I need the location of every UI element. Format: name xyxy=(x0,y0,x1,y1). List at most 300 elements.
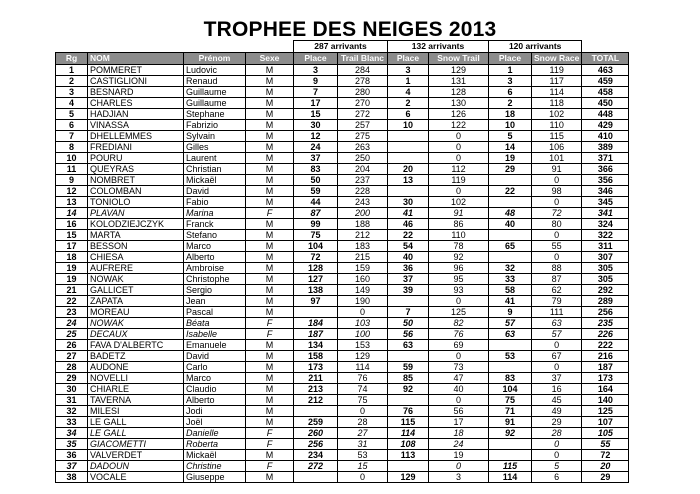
cell-first-name: Jodi xyxy=(184,406,246,417)
cell-sex: M xyxy=(246,307,294,318)
cell-last-name: DECAUX xyxy=(88,329,184,340)
cell-rank: 19 xyxy=(56,274,88,285)
cell-total: 226 xyxy=(582,329,629,340)
cell-total: 341 xyxy=(582,208,629,219)
cell-sex: M xyxy=(246,274,294,285)
cell-points-snow-trail: 91 xyxy=(429,208,489,219)
cell-points-snow-race: 119 xyxy=(532,65,582,76)
col-header-trail-blanc: Trail Blanc xyxy=(338,53,388,65)
cell-rank: 10 xyxy=(56,153,88,164)
cell-points-snow-race: 16 xyxy=(532,384,582,395)
page-title: TROPHEE DES NEIGES 2013 xyxy=(203,18,497,41)
cell-place-snow-trail: 59 xyxy=(388,362,429,373)
cell-place-snow-race xyxy=(489,230,532,241)
cell-total: 307 xyxy=(582,252,629,263)
cell-place-snow-trail xyxy=(388,395,429,406)
cell-place-trail-blanc: 15 xyxy=(294,109,338,120)
cell-sex: M xyxy=(246,197,294,208)
cell-place-snow-race xyxy=(489,439,532,450)
cell-place-snow-race: 48 xyxy=(489,208,532,219)
cell-last-name: MILESI xyxy=(88,406,184,417)
table-row xyxy=(56,120,629,131)
cell-rank: 27 xyxy=(56,351,88,362)
cell-place-snow-trail: 10 xyxy=(388,120,429,131)
cell-rank: 24 xyxy=(56,318,88,329)
cell-place-snow-race: 22 xyxy=(489,186,532,197)
cell-place-snow-race: 32 xyxy=(489,263,532,274)
cell-points-snow-trail: 0 xyxy=(429,461,489,472)
cell-last-name: GIACOMETTI xyxy=(88,439,184,450)
cell-points-snow-race: 106 xyxy=(532,142,582,153)
cell-place-snow-race xyxy=(489,197,532,208)
cell-rank: 33 xyxy=(56,417,88,428)
cell-rank: 12 xyxy=(56,186,88,197)
cell-place-snow-race: 58 xyxy=(489,285,532,296)
cell-first-name: Franck xyxy=(184,219,246,230)
cell-total: 459 xyxy=(582,76,629,87)
cell-place-trail-blanc: 184 xyxy=(294,318,338,329)
cell-place-trail-blanc: 259 xyxy=(294,417,338,428)
cell-first-name: Ambroise xyxy=(184,263,246,274)
cell-points-snow-race: 63 xyxy=(532,318,582,329)
cell-place-trail-blanc: 272 xyxy=(294,461,338,472)
cell-sex: M xyxy=(246,296,294,307)
cell-place-trail-blanc: 24 xyxy=(294,142,338,153)
cell-first-name: Jean xyxy=(184,296,246,307)
cell-place-snow-race: 10 xyxy=(489,120,532,131)
cell-points-snow-trail: 95 xyxy=(429,274,489,285)
cell-first-name: Fabio xyxy=(184,197,246,208)
cell-place-trail-blanc: 44 xyxy=(294,197,338,208)
cell-points-snow-trail: 73 xyxy=(429,362,489,373)
cell-place-snow-trail: 129 xyxy=(388,472,429,483)
cell-place-snow-race: 40 xyxy=(489,219,532,230)
cell-total: 256 xyxy=(582,307,629,318)
cell-points-snow-trail: 110 xyxy=(429,230,489,241)
cell-place-snow-trail: 6 xyxy=(388,109,429,120)
cell-last-name: AUFRERE xyxy=(88,263,184,274)
cell-place-snow-race: 83 xyxy=(489,373,532,384)
cell-first-name: Alberto xyxy=(184,395,246,406)
cell-points-snow-trail: 126 xyxy=(429,109,489,120)
cell-sex: M xyxy=(246,263,294,274)
cell-points-snow-race: 111 xyxy=(532,307,582,318)
table-row xyxy=(56,417,629,428)
cell-place-snow-race: 19 xyxy=(489,153,532,164)
cell-points-snow-trail: 93 xyxy=(429,285,489,296)
cell-points-trail-blanc: 263 xyxy=(338,142,388,153)
cell-rank: 34 xyxy=(56,428,88,439)
cell-place-trail-blanc: 211 xyxy=(294,373,338,384)
table-row xyxy=(56,296,629,307)
cell-points-snow-race: 101 xyxy=(532,153,582,164)
cell-sex: M xyxy=(246,76,294,87)
cell-rank: 22 xyxy=(56,296,88,307)
cell-last-name: TAVERNA xyxy=(88,395,184,406)
cell-rank: 13 xyxy=(56,197,88,208)
cell-place-snow-trail: 3 xyxy=(388,65,429,76)
cell-rank: 25 xyxy=(56,329,88,340)
table-row xyxy=(56,98,629,109)
cell-sex: M xyxy=(246,450,294,461)
cell-points-trail-blanc: 76 xyxy=(338,373,388,384)
event-group-row xyxy=(56,41,629,53)
cell-place-snow-trail: 36 xyxy=(388,263,429,274)
cell-points-trail-blanc: 103 xyxy=(338,318,388,329)
cell-total: 366 xyxy=(582,164,629,175)
cell-points-snow-race: 102 xyxy=(532,109,582,120)
cell-place-snow-race xyxy=(489,362,532,373)
cell-place-trail-blanc: 260 xyxy=(294,428,338,439)
cell-points-trail-blanc: 215 xyxy=(338,252,388,263)
table-row xyxy=(56,186,629,197)
cell-first-name: Claudio xyxy=(184,384,246,395)
cell-points-trail-blanc: 0 xyxy=(338,406,388,417)
cell-points-trail-blanc: 200 xyxy=(338,208,388,219)
cell-place-snow-race: 1 xyxy=(489,65,532,76)
cell-first-name: Mickaël xyxy=(184,450,246,461)
cell-points-snow-trail: 122 xyxy=(429,120,489,131)
cell-first-name: Carlo xyxy=(184,362,246,373)
cell-points-snow-race: 37 xyxy=(532,373,582,384)
cell-place-snow-trail: 13 xyxy=(388,175,429,186)
cell-first-name: Gilles xyxy=(184,142,246,153)
cell-points-trail-blanc: 53 xyxy=(338,450,388,461)
cell-first-name: Laurent xyxy=(184,153,246,164)
cell-sex: F xyxy=(246,461,294,472)
cell-place-snow-trail: 40 xyxy=(388,252,429,263)
cell-first-name: Stefano xyxy=(184,230,246,241)
cell-total: 463 xyxy=(582,65,629,76)
cell-first-name: Danielle xyxy=(184,428,246,439)
cell-place-snow-race xyxy=(489,175,532,186)
cell-points-snow-race: 114 xyxy=(532,87,582,98)
cell-last-name: CASTIGLIONI xyxy=(88,76,184,87)
cell-points-snow-race: 110 xyxy=(532,120,582,131)
cell-rank: 4 xyxy=(56,98,88,109)
cell-total: 140 xyxy=(582,395,629,406)
cell-place-snow-trail: 30 xyxy=(388,197,429,208)
cell-points-snow-trail: 129 xyxy=(429,65,489,76)
cell-points-snow-trail: 76 xyxy=(429,329,489,340)
cell-total: 410 xyxy=(582,131,629,142)
cell-points-snow-trail: 78 xyxy=(429,241,489,252)
table-row xyxy=(56,318,629,329)
cell-points-snow-trail: 119 xyxy=(429,175,489,186)
cell-place-snow-trail xyxy=(388,351,429,362)
cell-rank: 7 xyxy=(56,131,88,142)
col-header-sex: Sexe xyxy=(246,53,294,65)
cell-place-snow-trail: 41 xyxy=(388,208,429,219)
cell-place-snow-trail: 108 xyxy=(388,439,429,450)
cell-first-name: David xyxy=(184,186,246,197)
column-header-row xyxy=(56,53,629,65)
cell-sex: M xyxy=(246,153,294,164)
cell-points-trail-blanc: 159 xyxy=(338,263,388,274)
table-row xyxy=(56,197,629,208)
cell-points-trail-blanc: 284 xyxy=(338,65,388,76)
col-header-snow-trail: Snow Trail xyxy=(429,53,489,65)
cell-first-name: Stephane xyxy=(184,109,246,120)
cell-last-name: QUEYRAS xyxy=(88,164,184,175)
cell-points-trail-blanc: 129 xyxy=(338,351,388,362)
cell-place-snow-race: 18 xyxy=(489,109,532,120)
cell-first-name: Mickaël xyxy=(184,175,246,186)
cell-last-name: DADOUN xyxy=(88,461,184,472)
table-row xyxy=(56,274,629,285)
cell-place-snow-race: 2 xyxy=(489,98,532,109)
table-row xyxy=(56,362,629,373)
cell-points-trail-blanc: 75 xyxy=(338,395,388,406)
cell-sex: F xyxy=(246,329,294,340)
cell-place-snow-trail: 39 xyxy=(388,285,429,296)
table-row xyxy=(56,439,629,450)
cell-points-snow-race: 118 xyxy=(532,98,582,109)
cell-points-snow-trail: 0 xyxy=(429,153,489,164)
cell-first-name: Ludovic xyxy=(184,65,246,76)
cell-points-snow-race: 57 xyxy=(532,329,582,340)
cell-points-snow-trail: 0 xyxy=(429,395,489,406)
cell-place-snow-race: 91 xyxy=(489,417,532,428)
cell-total: 345 xyxy=(582,197,629,208)
table-row xyxy=(56,307,629,318)
cell-rank: 8 xyxy=(56,142,88,153)
table-row xyxy=(56,252,629,263)
cell-points-snow-race: 5 xyxy=(532,461,582,472)
cell-place-snow-trail: 2 xyxy=(388,98,429,109)
cell-last-name: VINASSA xyxy=(88,120,184,131)
cell-sex: F xyxy=(246,208,294,219)
cell-place-trail-blanc: 37 xyxy=(294,153,338,164)
cell-last-name: COLOMBAN xyxy=(88,186,184,197)
cell-first-name: Marco xyxy=(184,241,246,252)
cell-first-name: Guillaume xyxy=(184,98,246,109)
cell-place-snow-race: 57 xyxy=(489,318,532,329)
cell-rank: 11 xyxy=(56,164,88,175)
cell-total: 346 xyxy=(582,186,629,197)
cell-points-snow-trail: 56 xyxy=(429,406,489,417)
cell-sex: M xyxy=(246,230,294,241)
col-header-place-1: Place xyxy=(294,53,338,65)
cell-points-snow-race: 0 xyxy=(532,362,582,373)
cell-total: 20 xyxy=(582,461,629,472)
cell-place-snow-race xyxy=(489,450,532,461)
cell-rank: 29 xyxy=(56,373,88,384)
cell-place-snow-race: 41 xyxy=(489,296,532,307)
cell-rank: 14 xyxy=(56,208,88,219)
cell-first-name: Isabelle xyxy=(184,329,246,340)
cell-place-trail-blanc: 104 xyxy=(294,241,338,252)
cell-place-snow-race xyxy=(489,340,532,351)
cell-rank: 15 xyxy=(56,230,88,241)
cell-first-name: Renaud xyxy=(184,76,246,87)
cell-points-snow-trail: 0 xyxy=(429,296,489,307)
table-row xyxy=(56,153,629,164)
cell-points-trail-blanc: 257 xyxy=(338,120,388,131)
cell-points-snow-trail: 3 xyxy=(429,472,489,483)
cell-place-snow-race: 65 xyxy=(489,241,532,252)
cell-points-snow-trail: 69 xyxy=(429,340,489,351)
event-group-snow-race: 120 arrivants xyxy=(489,41,582,53)
cell-points-trail-blanc: 114 xyxy=(338,362,388,373)
cell-points-snow-race: 79 xyxy=(532,296,582,307)
cell-points-trail-blanc: 270 xyxy=(338,98,388,109)
cell-points-trail-blanc: 212 xyxy=(338,230,388,241)
cell-points-snow-race: 87 xyxy=(532,274,582,285)
cell-last-name: MOREAU xyxy=(88,307,184,318)
cell-last-name: GALLICET xyxy=(88,285,184,296)
cell-place-snow-trail: 4 xyxy=(388,87,429,98)
cell-last-name: NOVELLI xyxy=(88,373,184,384)
cell-total: 173 xyxy=(582,373,629,384)
cell-rank: 36 xyxy=(56,450,88,461)
cell-place-snow-trail: 7 xyxy=(388,307,429,318)
table-row xyxy=(56,241,629,252)
cell-place-trail-blanc: 87 xyxy=(294,208,338,219)
cell-points-trail-blanc: 190 xyxy=(338,296,388,307)
cell-place-trail-blanc: 17 xyxy=(294,98,338,109)
cell-points-snow-race: 0 xyxy=(532,340,582,351)
cell-total: 292 xyxy=(582,285,629,296)
col-header-name: NOM xyxy=(88,53,184,65)
cell-points-snow-trail: 24 xyxy=(429,439,489,450)
cell-total: 187 xyxy=(582,362,629,373)
cell-points-snow-trail: 128 xyxy=(429,87,489,98)
cell-first-name: Fabrizio xyxy=(184,120,246,131)
cell-place-snow-trail: 46 xyxy=(388,219,429,230)
col-header-rank: Rg xyxy=(56,53,88,65)
cell-total: 389 xyxy=(582,142,629,153)
cell-points-trail-blanc: 278 xyxy=(338,76,388,87)
cell-points-trail-blanc: 272 xyxy=(338,109,388,120)
cell-place-snow-race: 6 xyxy=(489,87,532,98)
table-row xyxy=(56,164,629,175)
cell-place-snow-race: 33 xyxy=(489,274,532,285)
cell-points-snow-race: 72 xyxy=(532,208,582,219)
cell-place-trail-blanc: 59 xyxy=(294,186,338,197)
cell-place-snow-trail: 37 xyxy=(388,274,429,285)
cell-last-name: BADETZ xyxy=(88,351,184,362)
cell-points-snow-trail: 112 xyxy=(429,164,489,175)
cell-points-snow-trail: 0 xyxy=(429,131,489,142)
cell-points-snow-race: 28 xyxy=(532,428,582,439)
cell-place-snow-race: 29 xyxy=(489,164,532,175)
cell-points-trail-blanc: 15 xyxy=(338,461,388,472)
cell-points-snow-trail: 18 xyxy=(429,428,489,439)
cell-rank: 21 xyxy=(56,285,88,296)
cell-last-name: NOMBRET xyxy=(88,175,184,186)
cell-total: 216 xyxy=(582,351,629,362)
cell-points-snow-race: 115 xyxy=(532,131,582,142)
cell-points-trail-blanc: 74 xyxy=(338,384,388,395)
cell-place-trail-blanc: 99 xyxy=(294,219,338,230)
cell-total: 448 xyxy=(582,109,629,120)
cell-sex: M xyxy=(246,65,294,76)
cell-sex: M xyxy=(246,373,294,384)
cell-sex: M xyxy=(246,142,294,153)
cell-place-snow-trail: 22 xyxy=(388,230,429,241)
cell-total: 125 xyxy=(582,406,629,417)
cell-sex: F xyxy=(246,428,294,439)
cell-points-snow-trail: 17 xyxy=(429,417,489,428)
cell-total: 305 xyxy=(582,263,629,274)
table-row xyxy=(56,395,629,406)
cell-points-trail-blanc: 275 xyxy=(338,131,388,142)
cell-last-name: POMMERET xyxy=(88,65,184,76)
cell-rank: 37 xyxy=(56,461,88,472)
cell-points-snow-trail: 102 xyxy=(429,197,489,208)
cell-last-name: LE GALL xyxy=(88,417,184,428)
cell-points-snow-trail: 19 xyxy=(429,450,489,461)
cell-sex: M xyxy=(246,417,294,428)
cell-points-snow-trail: 131 xyxy=(429,76,489,87)
table-row xyxy=(56,76,629,87)
cell-place-snow-trail: 50 xyxy=(388,318,429,329)
cell-points-trail-blanc: 27 xyxy=(338,428,388,439)
cell-place-trail-blanc: 173 xyxy=(294,362,338,373)
cell-place-snow-trail: 114 xyxy=(388,428,429,439)
cell-place-trail-blanc: 234 xyxy=(294,450,338,461)
table-row xyxy=(56,428,629,439)
cell-last-name: PLAVAN xyxy=(88,208,184,219)
cell-last-name: BESSON xyxy=(88,241,184,252)
table-row xyxy=(56,461,629,472)
cell-rank: 17 xyxy=(56,241,88,252)
cell-place-trail-blanc: 3 xyxy=(294,65,338,76)
cell-place-snow-race: 92 xyxy=(489,428,532,439)
cell-total: 371 xyxy=(582,153,629,164)
cell-points-trail-blanc: 237 xyxy=(338,175,388,186)
cell-place-trail-blanc: 83 xyxy=(294,164,338,175)
cell-last-name: DHELLEMMES xyxy=(88,131,184,142)
cell-points-trail-blanc: 183 xyxy=(338,241,388,252)
table-row xyxy=(56,373,629,384)
cell-place-snow-race: 63 xyxy=(489,329,532,340)
table-row xyxy=(56,329,629,340)
results-body xyxy=(56,65,629,483)
cell-last-name: POURU xyxy=(88,153,184,164)
cell-rank: 23 xyxy=(56,307,88,318)
cell-place-trail-blanc: 30 xyxy=(294,120,338,131)
cell-points-snow-race: 67 xyxy=(532,351,582,362)
cell-first-name: Marco xyxy=(184,373,246,384)
cell-points-snow-race: 0 xyxy=(532,175,582,186)
cell-place-snow-trail: 85 xyxy=(388,373,429,384)
cell-points-trail-blanc: 0 xyxy=(338,472,388,483)
col-header-place-2: Place xyxy=(388,53,429,65)
cell-place-snow-trail: 63 xyxy=(388,340,429,351)
cell-points-snow-race: 117 xyxy=(532,76,582,87)
cell-place-trail-blanc: 128 xyxy=(294,263,338,274)
cell-place-snow-trail: 56 xyxy=(388,329,429,340)
cell-first-name: David xyxy=(184,351,246,362)
cell-sex: M xyxy=(246,186,294,197)
cell-place-snow-race: 53 xyxy=(489,351,532,362)
cell-place-trail-blanc: 127 xyxy=(294,274,338,285)
cell-points-snow-trail: 86 xyxy=(429,219,489,230)
cell-place-snow-race: 14 xyxy=(489,142,532,153)
cell-points-snow-race: 0 xyxy=(532,439,582,450)
cell-first-name: Christian xyxy=(184,164,246,175)
cell-points-snow-trail: 130 xyxy=(429,98,489,109)
cell-first-name: Christine xyxy=(184,461,246,472)
cell-place-trail-blanc: 187 xyxy=(294,329,338,340)
cell-last-name: KOLODZIEJCZYK xyxy=(88,219,184,230)
cell-first-name: Marina xyxy=(184,208,246,219)
cell-last-name: FREDIANI xyxy=(88,142,184,153)
cell-sex: M xyxy=(246,252,294,263)
table-row xyxy=(56,109,629,120)
